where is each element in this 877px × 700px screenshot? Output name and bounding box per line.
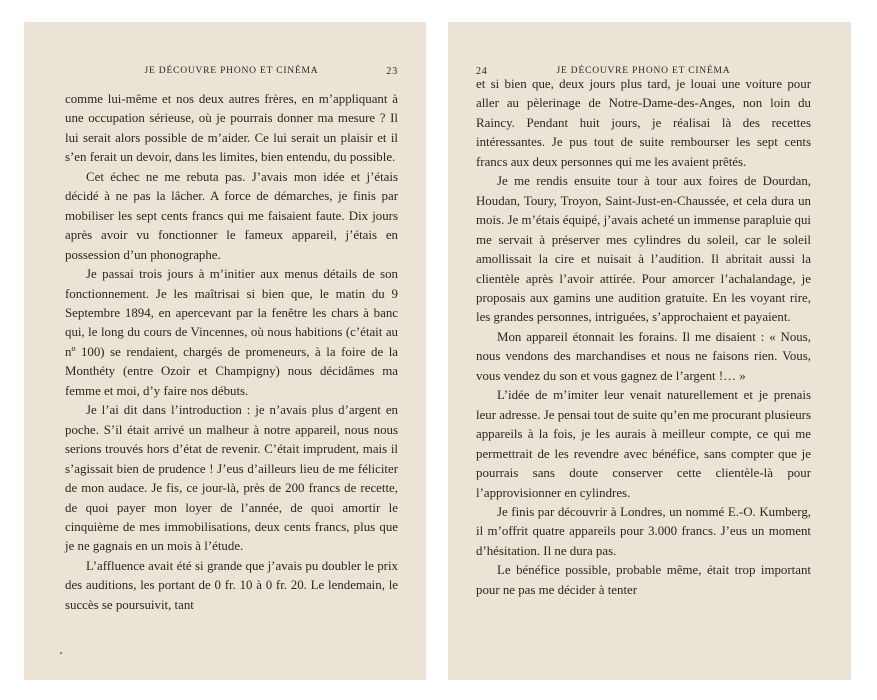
page-text — [65, 90, 398, 615]
paragraph: Je l’ai dit dans l’introduction : je n’avais plus d’argent en poche. S’il était arrivé un malheur à notre appareil, nous nous serions trouvés hors d’état de revenir. C’était imprudent, mais il s’agissait bien de prudence ! J’eus d’ailleurs lieu de me féliciter de mon audace. Je fis, ce jour-là, près de 200 francs de recette, de quoi payer mon loyer de l’année, de quoi amortir le cinquième de mes immobilisations, deux cents francs, plus que je ne gagnais en un mois à l’étude. — [65, 403, 398, 554]
paragraph: Cet échec ne me rebuta pas. J’avais mon idée et j’étais décidé à ne pas la lâcher. A force de démarches, je finis par mobiliser les sept cents francs qui me faisaient faute. Dix jours après avoir vu fonctionner le fameux appareil, j’étais en possession d’un phonographe. — [65, 169, 398, 262]
right-page — [448, 22, 851, 680]
paper-speck — [60, 652, 62, 654]
paragraph: L’affluence avait été si grande que j’avais pu doubler le prix des auditions, les portant de 0 fr. 10 à 0 fr. 20. Le lendemain, le succès se poursuivit, tant — [65, 558, 398, 612]
paragraph: Mon appareil étonnait les forains. Il me disaient : « Nous, nous vendons des marchandises et nous ne faisons rien. Vous, vous vendez du son et vous gagnez de l’argent !… » — [476, 329, 811, 383]
paragraph: comme lui-même et nos deux autres frères, en m’appliquant à une occupation sérieuse, où je pourrais donner ma mesure ? Il lui serait alors possible de m’aider. Ce lui serait un plaisir et il s’en ferait un devoir, dans les limites, bien entendu, du possible. — [65, 92, 398, 165]
page-number: 24 — [476, 66, 488, 77]
running-head — [476, 66, 811, 80]
running-head-title: JE DÉCOUVRE PHONO ET CINÉMA — [556, 66, 731, 76]
paragraph: et si bien que, deux jours plus tard, je louai une voiture pour aller au pèlerinage de Notre-Dame-des-Anges, non loin du Raincy. Pendant huit jours, je réalisai là des recettes intéressantes. Je pus tout de suite rembourser les sept cents francs aux deux personnes qui me les avaient prêtés. — [476, 77, 811, 169]
paragraph: Je passai trois jours à m’initier aux menus détails de son fonctionnement. Je les maîtrisai si bien que, le matin du 9 Septembre 1894, en apercevant par la fenêtre les chars à banc qui, le long du cours de Vincennes, où nous habitions (c’était au nº 100) se rendaient, chargés de promeneurs, à la foire de la Monthéty (entre Ozoir et Champigny) nous décidâmes ma femme et moi, d’y faire nos débuts. — [65, 267, 398, 398]
page-number: 23 — [386, 66, 398, 77]
left-page — [24, 22, 426, 680]
page-text — [476, 75, 811, 600]
paragraph: Je me rendis ensuite tour à tour aux foires de Dourdan, Houdan, Toury, Troyon, Saint-Just-en-Chaussée, et cela dura un mois. Je m’étais équipé, j’avais acheté un immense parapluie qui me servait à préserver mes cylindres du soleil, car le soleil amollissait la cire et nuisait à l’audition. Il abritait aussi la clientèle après l’avoir attirée. Pour amorcer l’achalandage, je proposais aux gamins une audition gratuite. En les voyant rire, les grandes personnes, intriguées, s’approchaient et payaient. — [476, 174, 811, 325]
paragraph: Je finis par découvrir à Londres, un nommé E.-O. Kumberg, il m’offrit quatre appareils pour 3.000 francs. J’eus un moment d’hésitation. Il ne dura pas. — [476, 504, 811, 558]
paragraph: L’idée de m’imiter leur venait naturellement et je prenais leur adresse. Je pensai tout de suite qu’en me procurant plusieurs appareils à la fois, je les aurais à meilleur compte, ce qui me permettrait de les revendre avec bénéfice, sans compter que je pourrais sans doute conserver cette clientèle-là pour l’approvisionner en cylindres. — [476, 388, 811, 500]
running-head — [65, 66, 398, 80]
running-head-title: JE DÉCOUVRE PHONO ET CINÉMA — [144, 66, 319, 76]
paragraph: Le bénéfice possible, probable même, était trop important pour ne pas me décider à tenter — [476, 563, 811, 597]
